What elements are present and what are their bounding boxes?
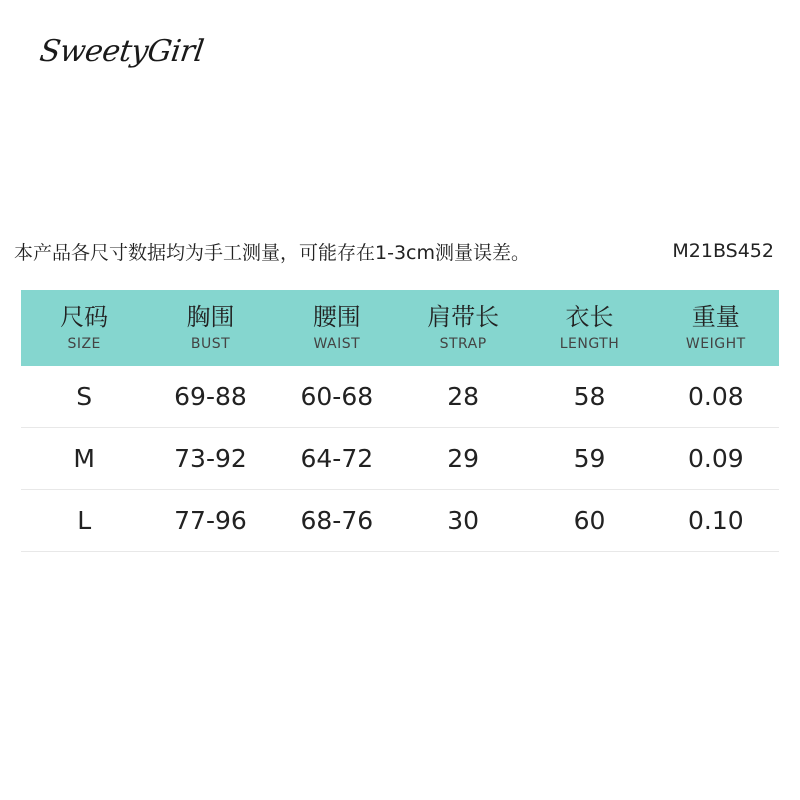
header-label-en: STRAP (439, 336, 487, 352)
header-label-en: BUST (190, 336, 231, 352)
cell-strap: 30 (447, 506, 480, 535)
cell-weight: 0.09 (687, 444, 744, 473)
size-chart-table (21, 290, 779, 552)
table-header-row (21, 290, 779, 366)
header-strap (400, 290, 526, 366)
cell-bust: 69-88 (174, 382, 247, 411)
cell-strap: 29 (447, 444, 480, 473)
header-size (21, 290, 147, 366)
header-weight (653, 290, 779, 366)
table-row-l (21, 490, 779, 552)
header-label-en: LENGTH (559, 336, 620, 352)
header-label-zh: 尺码 (60, 303, 109, 331)
cell-length: 60 (573, 506, 606, 535)
cell-waist: 68-76 (300, 506, 374, 535)
cell-weight: 0.08 (687, 382, 744, 411)
cell-length: 59 (573, 444, 606, 473)
measurement-note-row (14, 236, 774, 266)
brand-logo: SweetyGirl (37, 34, 206, 69)
cell-size: L (77, 506, 92, 535)
cell-weight: 0.10 (687, 506, 744, 535)
header-label-zh: 衣长 (565, 303, 614, 331)
model-code: M21BS452 (672, 240, 774, 262)
table-row-s (21, 366, 779, 428)
cell-bust: 73-92 (174, 444, 247, 473)
header-label-en: SIZE (67, 336, 101, 352)
table-row-m (21, 428, 779, 490)
cell-bust: 77-96 (174, 506, 247, 535)
header-waist (274, 290, 400, 366)
header-bust (147, 290, 273, 366)
cell-length: 58 (573, 382, 606, 411)
header-label-en: WAIST (313, 336, 361, 352)
cell-size: S (76, 382, 93, 411)
header-label-zh: 肩带长 (427, 303, 500, 331)
header-label-zh: 腰围 (312, 303, 361, 331)
measurement-note: 本产品各尺寸数据均为手工测量，可能存在1-3cm测量误差。 (14, 241, 530, 264)
cell-waist: 64-72 (300, 444, 374, 473)
cell-size: M (73, 444, 95, 473)
cell-strap: 28 (447, 382, 480, 411)
header-label-en: WEIGHT (685, 336, 746, 352)
header-label-zh: 重量 (691, 303, 740, 331)
header-label-zh: 胸围 (186, 303, 235, 331)
header-length (526, 290, 652, 366)
cell-waist: 60-68 (300, 382, 374, 411)
